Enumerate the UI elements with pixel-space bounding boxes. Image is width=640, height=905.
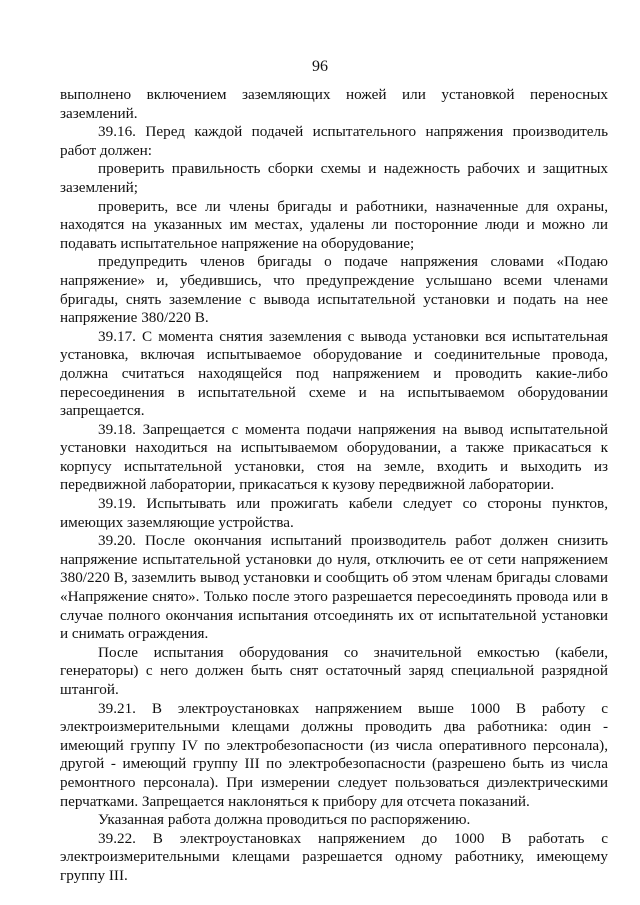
- paragraph-39-18: 39.18. Запрещается с момента подачи напряжения на вывод испытательной установки находиться на испытываемом оборудовании, а также прикасаться к корпусу испытательной установки, стоя на земле, входить и выходить из передвижной лаборатории, прикасаться к кузову передвижной лаборатории.: [60, 420, 608, 494]
- paragraph-39-19: 39.19. Испытывать или прожигать кабели следует со стороны пунктов, имеющих заземляющие устройства.: [60, 495, 608, 531]
- paragraph-continuation: выполнено включением заземляющих ножей или установкой переносных заземлений.: [60, 86, 608, 122]
- paragraph-check-crew: проверить, все ли члены бригады и работники, назначенные для охраны, находятся на указанных им местах, удалены ли посторонние люди и можно ли подавать испытательное напряжение на оборудование;: [60, 197, 608, 252]
- document-body: [60, 86, 608, 886]
- paragraph-residual-charge: После испытания оборудования со значительной емкостью (кабели, генераторы) с него должен быть снят остаточный заряд специальной разрядной штангой.: [60, 643, 608, 698]
- paragraph-39-20: 39.20. После окончания испытаний производитель работ должен снизить напряжение испытательной установки до нуля, отключить ее от сети напряжением 380/220 В, заземлить вывод установки и сообщить об этом членам бригады словами «Напряжение снято». Только после этого разрешается пересоединять провода или в случае полного окончания испытания отсоединять их от испытательной установки и снимать ограждения.: [60, 532, 608, 643]
- paragraph-39-16: 39.16. Перед каждой подачей испытательного напряжения производитель работ должен:: [60, 123, 608, 159]
- paragraph-39-17: 39.17. С момента снятия заземления с вывода установки вся испытательная установка, включая испытываемое оборудование и соединительные провода, должна считаться находящейся под напряжением и проводить какие-либо пересоединения в испытательной схеме и на испытываемом оборудовании запрещается.: [60, 327, 608, 420]
- page-number: 96: [312, 58, 328, 75]
- paragraph-39-22: 39.22. В электроустановках напряжением до 1000 В работать с электроизмерительными клещами разрешается одному работнику, имеющему группу III.: [60, 829, 608, 884]
- paragraph-order-note: Указанная работа должна проводиться по распоряжению.: [98, 811, 471, 829]
- paragraph-39-21: 39.21. В электроустановках напряжением выше 1000 В работу с электроизмерительными клещами должны проводить два работника: один - имеющий группу IV по электробезопасности (из числа оперативного персонала), другой - имеющий группу III по электробезопасности (разрешено быть из числа ремонтного персонала). При измерении следует пользоваться диэлектрическими перчатками. Запрещается наклоняться к прибору для отсчета показаний.: [60, 699, 608, 810]
- paragraph-warn-crew: предупредить членов бригады о подаче напряжения словами «Подаю напряжение» и, убедившись, что предупреждение услышано всеми членами бригады, снять заземление с вывода испытательной установки и подать на нее напряжение 380/220 В.: [60, 253, 608, 327]
- paragraph-check-assembly: проверить правильность сборки схемы и надежность рабочих и защитных заземлений;: [60, 160, 608, 196]
